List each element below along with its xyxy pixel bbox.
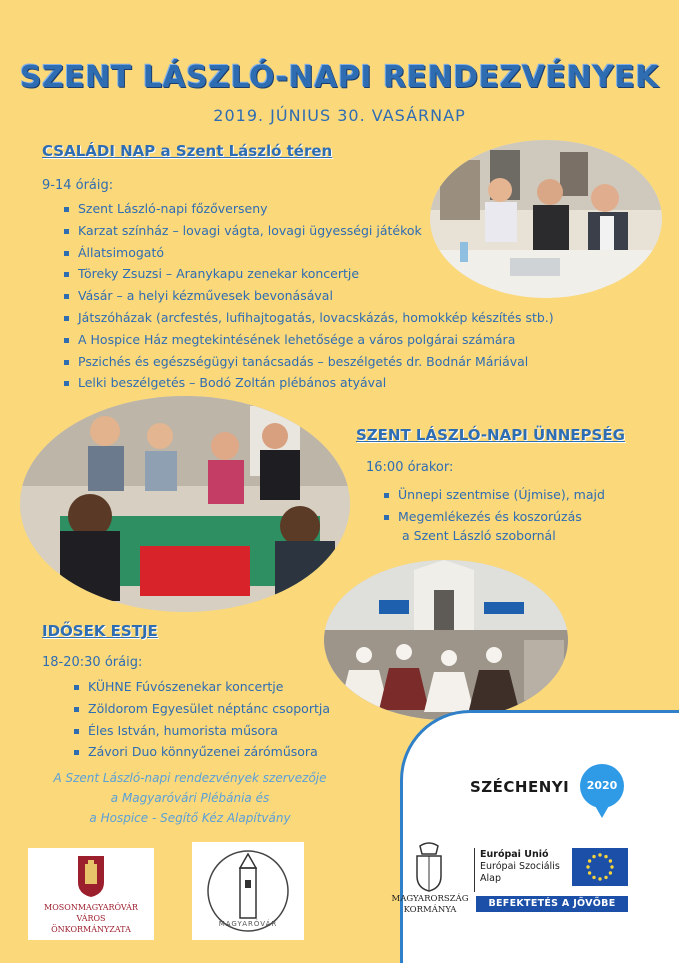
elderly-item: KÜHNE Fúvószenekar koncertje xyxy=(74,676,330,698)
family-day-item: Vásár – a helyi kézművesek bevonásával xyxy=(64,285,554,307)
gov-name-line: MAGYARORSZÁG xyxy=(391,894,469,904)
ceremony-item: Megemlékezés és koszorúzás xyxy=(384,506,605,528)
eu-divider xyxy=(474,848,475,892)
eu-star-icon xyxy=(592,855,595,858)
family-day-item: Töreky Zsuzsi – Aranykapu zenekar koncertje xyxy=(64,263,554,285)
eu-name-line: Alap xyxy=(480,873,501,884)
ceremony-item-continued: a Szent László szobornál xyxy=(402,528,556,543)
family-day-item: Szent László-napi főzőverseny xyxy=(64,198,554,220)
hungarian-crest-icon xyxy=(414,842,444,892)
gov-name-line: KORMÁNYA xyxy=(403,905,457,915)
organizer-line: A Szent László-napi rendezvények szervezője xyxy=(53,771,327,785)
family-day-time: 9-14 óráig: xyxy=(42,178,114,193)
elderly-heading: IDŐSEK ESTJE xyxy=(42,622,158,640)
city-name-line: ÖNKORMÁNYZATA xyxy=(51,925,131,934)
szechenyi-pin-icon xyxy=(580,764,624,808)
organizer-line: a Magyaróvári Plébánia és xyxy=(110,791,270,805)
eu-star-icon xyxy=(609,871,612,874)
family-day-item: A Hospice Ház megtekintésének lehetősége a város polgárai számára xyxy=(64,329,554,351)
family-day-item: Pszichés és egészségügyi tanácsadás – beszélgetés dr. Bodnár Máriával xyxy=(64,351,554,373)
eu-star-icon xyxy=(610,865,613,868)
elderly-list xyxy=(74,676,330,763)
event-date: 2019. JÚNIUS 30. VASÁRNAP xyxy=(213,106,466,125)
poster-title: SZENT LÁSZLÓ-NAPI RENDEZVÉNYEK xyxy=(19,60,660,95)
eu-name-line: Európai Szociális xyxy=(480,861,560,872)
eu-star-icon xyxy=(598,877,601,880)
eu-star-icon xyxy=(604,876,607,879)
eu-star-icon xyxy=(598,853,601,856)
eu-star-icon xyxy=(604,855,607,858)
eu-star-icon xyxy=(609,859,612,862)
ceremony-item: Ünnepi szentmise (Újmise), majd xyxy=(384,484,605,506)
parish-ring-text: MAGYARÓVÁR xyxy=(218,920,278,928)
parish-logo xyxy=(192,842,304,940)
family-day-item: Állatsimogató xyxy=(64,242,554,264)
family-day-item: Lelki beszélgetés – Bodó Zoltán plébános atyával xyxy=(64,372,554,394)
city-logo xyxy=(28,848,154,940)
family-day-item: Játszóházak (arcfestés, lufihajtogatás, lovacskázás, homokkép készítés stb.) xyxy=(64,307,554,329)
elderly-item: Závori Duo könnyűzenei záróműsora xyxy=(74,741,330,763)
ceremony-list xyxy=(384,484,605,528)
eu-star-icon xyxy=(586,865,589,868)
ceremony-time: 16:00 órakor: xyxy=(366,460,454,475)
photo-table-guests xyxy=(430,140,662,298)
elderly-item: Zöldorom Egyesület néptánc csoportja xyxy=(74,698,330,720)
szechenyi-year: 2020 xyxy=(586,779,618,792)
ceremony-heading: SZENT LÁSZLÓ-NAPI ÜNNEPSÉG xyxy=(356,426,625,444)
invest-banner: BEFEKTETÉS A JÖVŐBE xyxy=(476,896,628,912)
szechenyi-panel xyxy=(400,710,679,963)
eu-name-line: Európai Unió xyxy=(480,849,549,860)
eu-star-icon xyxy=(588,859,591,862)
szechenyi-pin-tip xyxy=(594,804,610,818)
eu-star-icon xyxy=(588,871,591,874)
photo-folk-dance xyxy=(324,560,568,720)
eu-flag-icon xyxy=(572,848,628,886)
elderly-time: 18-20:30 óráig: xyxy=(42,655,143,670)
szechenyi-text: SZÉCHENYI xyxy=(470,778,570,796)
photo-children-crafts xyxy=(20,396,350,612)
city-name-line: VÁROS xyxy=(76,914,106,923)
city-name-line: MOSONMAGYARÓVÁR xyxy=(44,903,138,912)
eu-star-icon xyxy=(592,876,595,879)
city-crest-icon xyxy=(76,854,106,898)
family-day-heading: CSALÁDI NAP a Szent László téren xyxy=(42,142,333,160)
elderly-item: Éles István, humorista műsora xyxy=(74,720,330,742)
organizers xyxy=(20,768,360,828)
family-day-item: Karzat színház – lovagi vágta, lovagi ügyességi játékok xyxy=(64,220,554,242)
organizer-line: a Hospice - Segítő Kéz Alapítvány xyxy=(89,811,291,825)
